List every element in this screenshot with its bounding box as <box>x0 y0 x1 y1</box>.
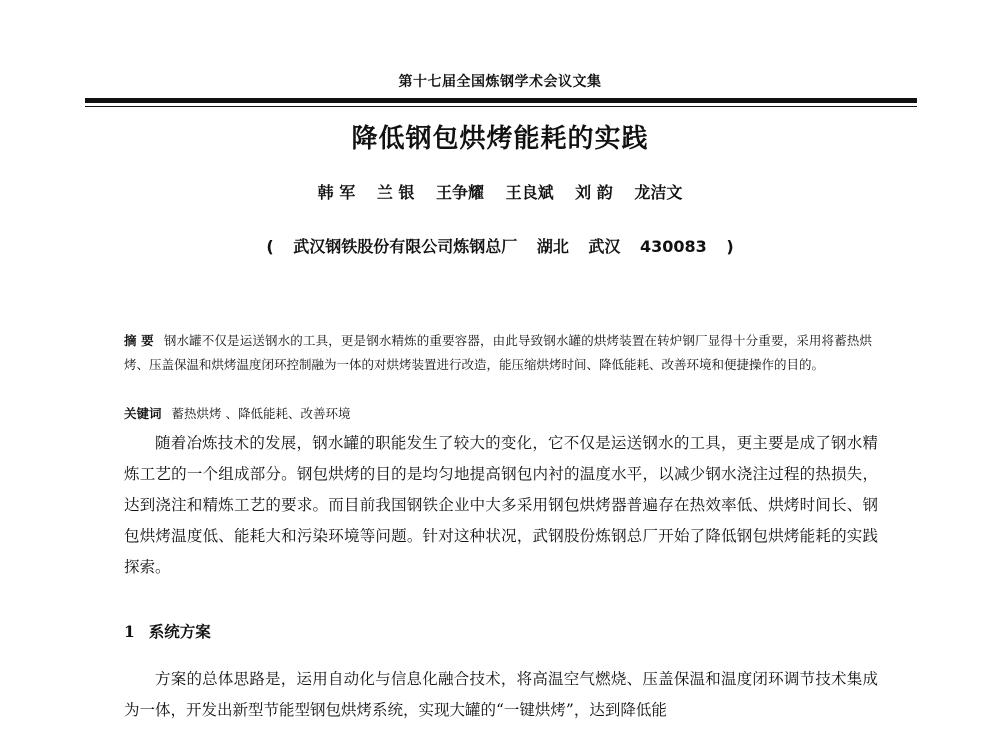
keywords <box>124 403 872 425</box>
author: 龙洁文 <box>634 183 683 202</box>
keywords-label: 关键词 <box>124 406 162 421</box>
abstract-text: 钢水罐不仅是运送钢水的工具，更是钢水精炼的重要容器，由此导致钢水罐的烘烤装置在转炉钢厂显得十分重要，采用将蓄热烘烤、压盖保温和烘烤温度闭环控制融为一体的对烘烤装置进行改造，能压缩烘烤时间、降低能耗、改善环境和便捷操作的目的。 <box>124 333 872 372</box>
body-paragraph-1: 随着冶炼技术的发展，钢水罐的职能发生了较大的变化，它不仅是运送钢水的工具，更主要是成了钢水精炼工艺的一个组成部分。钢包烘烤的目的是均匀地提高钢包内衬的温度水平，以减少钢水浇注过程的热损失，达到浇注和精炼工艺的要求。而目前我国钢铁企业中大多采用钢包烘烤器普遍存在热效率低、烘烤时间长、钢包烘烤温度低、能耗大和污染环境等问题。针对这种状况，武钢股份炼钢总厂开始了降低钢包烘烤能耗的实践探索。 <box>124 434 878 576</box>
abstract <box>124 329 872 377</box>
author: 王良斌 <box>505 183 554 202</box>
abstract-label: 摘 要 <box>124 333 154 348</box>
running-head: 第十七届全国炼钢学术会议文集 <box>398 74 602 90</box>
author-list <box>0 180 1000 203</box>
section-title: 系统方案 <box>148 622 211 641</box>
keywords-text: 蓄热烘烤 、降低能耗、改善环境 <box>171 406 351 421</box>
body-paragraph-2: 方案的总体思路是，运用自动化与信息化融合技术，将高温空气燃烧、压盖保温和温度闭环调节技术集成为一体，开发出新型节能型钢包烘烤系统，实现大罐的“一键烘烤”，达到降低能 <box>124 670 878 719</box>
header-rule-thick <box>85 98 917 103</box>
paper-title: 降低钢包烘烤能耗的实践 <box>351 124 649 154</box>
author: 王争耀 <box>435 183 484 202</box>
section-heading <box>124 620 211 642</box>
author: 刘 韵 <box>575 183 613 202</box>
author: 兰 银 <box>376 183 415 202</box>
section-number: 1 <box>124 622 135 641</box>
author: 韩 军 <box>317 183 356 202</box>
affiliation: ( 武汉钢铁股份有限公司炼钢总厂 湖北 武汉 430083 ) <box>266 237 734 256</box>
header-rule-thin <box>85 106 917 107</box>
